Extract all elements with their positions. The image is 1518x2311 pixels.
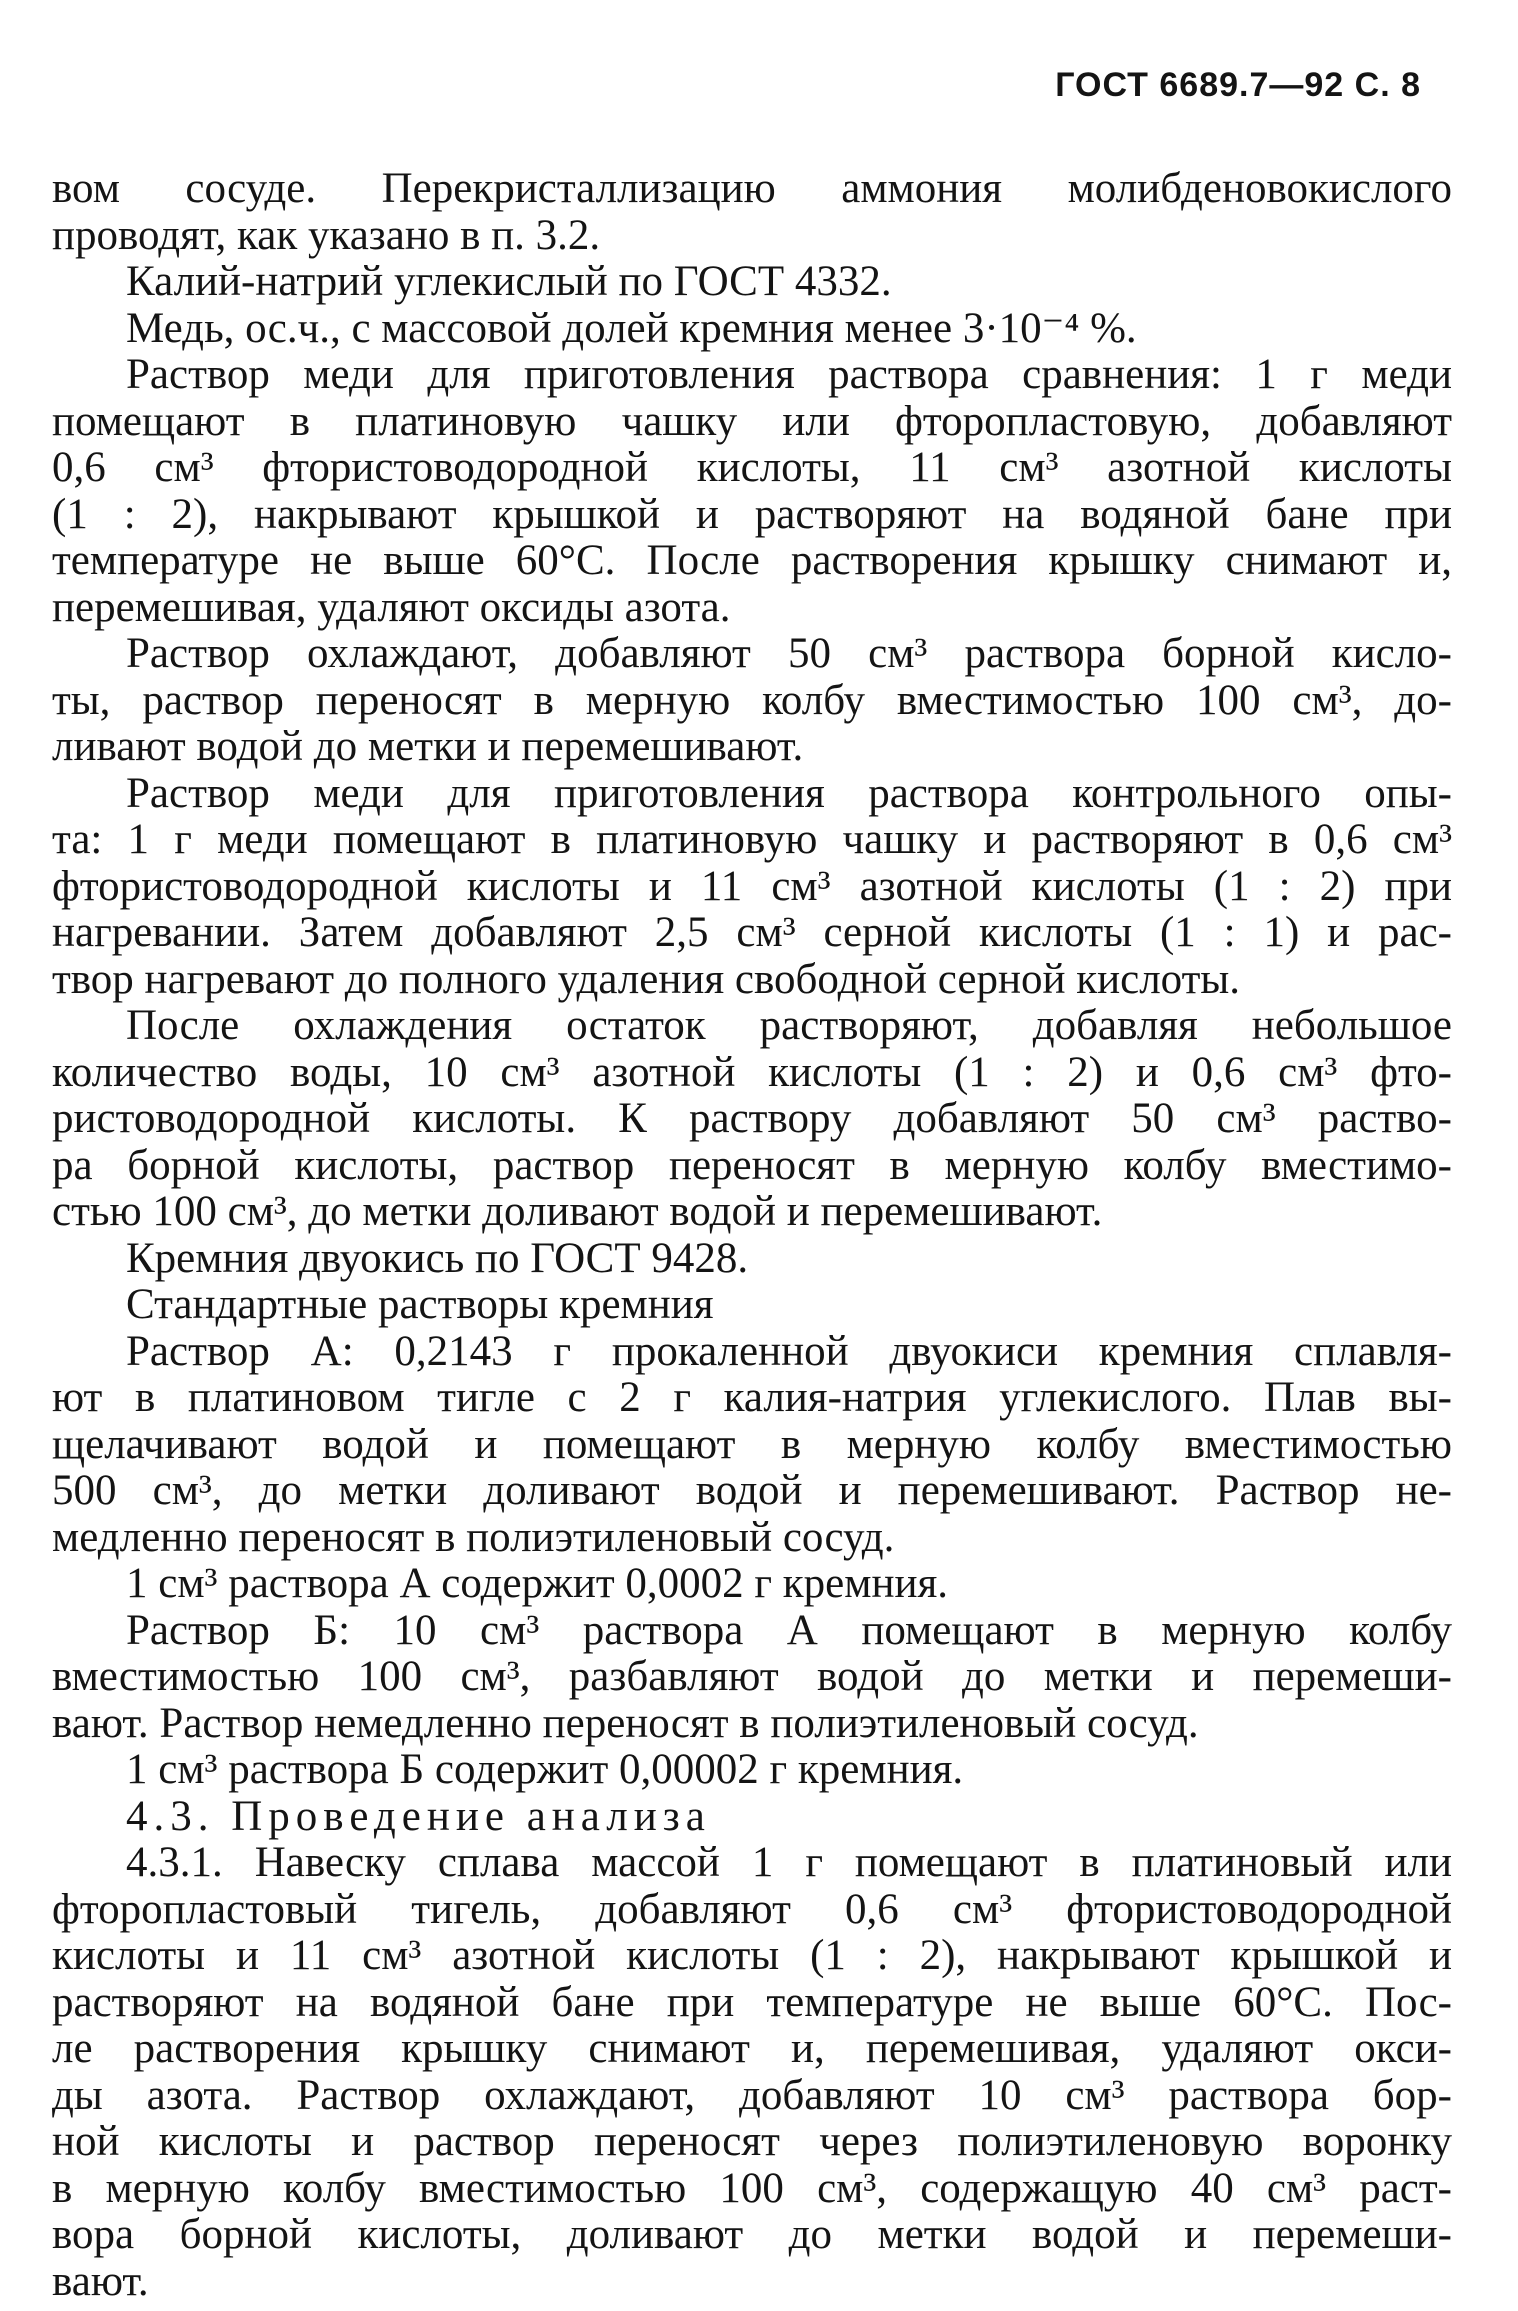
text-line: ты, раствор переносят в мерную колбу вместимостью 100 см³, до-	[52, 676, 1452, 724]
text-line: растворяют на водяной бане при температуре не выше 60°С. Пос-	[52, 1978, 1452, 2026]
text-line: 4.3.1. Навеску сплава массой 1 г помещают в платиновый или	[126, 1839, 1452, 1886]
text-line: фторопластовый тигель, добавляют 0,6 см³ фтористоводородной	[52, 1885, 1452, 1933]
text-line: Медь, ос.ч., с массовой долей кремния менее 3·10⁻⁴ %.	[126, 304, 1137, 352]
text-line: вом сосуде. Перекристаллизацию аммония молибденовокислого	[52, 165, 1452, 212]
text-line: После охлаждения остаток растворяют, добавляя небольшое	[126, 1002, 1452, 1049]
text-line: та: 1 г меди помещают в платиновую чашку и растворяют в 0,6 см³	[52, 816, 1452, 863]
text-line: вместимостью 100 см³, разбавляют водой до метки и перемеши-	[52, 1653, 1452, 1700]
text-line: вора борной кислоты, доливают до метки водой и перемеши-	[52, 2211, 1452, 2258]
text-line: ливают водой до метки и перемешивают.	[52, 723, 804, 770]
text-line: 4.3. Проведение анализа	[126, 1792, 711, 1840]
text-line: ют в платиновом тигле с 2 г калия-натрия углекислого. Плав вы-	[52, 1374, 1452, 1421]
text-line: твор нагревают до полного удаления свободной серной кислоты.	[52, 955, 1241, 1003]
text-line: вают. Раствор немедленно переносят в полиэтиленовый сосуд.	[52, 1699, 1199, 1747]
text-line: 1 см³ раствора А содержит 0,0002 г кремния.	[126, 1560, 948, 1607]
document-body	[52, 166, 1452, 2305]
text-line: стью 100 см³, до метки доливают водой и перемешивают.	[52, 1188, 1103, 1235]
text-line: 500 см³, до метки доливают водой и перемешивают. Раствор не-	[52, 1467, 1452, 1514]
text-line: Кремния двуокись по ГОСТ 9428.	[126, 1234, 749, 1282]
text-line: Раствор Б: 10 см³ раствора А помещают в мерную колбу	[126, 1606, 1452, 1654]
text-line: ра борной кислоты, раствор переносят в мерную колбу вместимо-	[52, 1141, 1452, 1189]
text-line: ды азота. Раствор охлаждают, добавляют 10 см³ раствора бор-	[52, 2071, 1452, 2119]
text-line: щелачивают водой и помещают в мерную колбу вместимостью	[52, 1420, 1452, 1468]
text-line: Калий-натрий углекислый по ГОСТ 4332.	[126, 258, 892, 305]
text-line: ной кислоты и раствор переносят через полиэтиленовую воронку	[52, 2118, 1452, 2165]
page-header: ГОСТ 6689.7—92 С. 8	[1055, 66, 1421, 104]
text-line: Раствор меди для приготовления раствора сравнения: 1 г меди	[126, 351, 1452, 398]
text-line: 0,6 см³ фтористоводородной кислоты, 11 см³ азотной кислоты	[52, 444, 1452, 491]
text-line: (1 : 2), накрывают крышкой и растворяют на водяной бане при	[52, 490, 1452, 538]
text-line: Раствор охлаждают, добавляют 50 см³ раствора борной кисло-	[126, 630, 1452, 677]
text-line: перемешивая, удаляют оксиды азота.	[52, 583, 731, 631]
text-line: фтористоводородной кислоты и 11 см³ азотной кислоты (1 : 2) при	[52, 862, 1452, 910]
text-line: в мерную колбу вместимостью 100 см³, содержащую 40 см³ раст-	[52, 2164, 1452, 2212]
text-line: Раствор А: 0,2143 г прокаленной двуокиси кремния сплавля-	[126, 1327, 1452, 1375]
text-line: кислоты и 11 см³ азотной кислоты (1 : 2), накрывают крышкой и	[52, 1932, 1452, 1979]
text-line: проводят, как указано в п. 3.2.	[52, 211, 601, 259]
text-line: помещают в платиновую чашку или фторопластовую, добавляют	[52, 397, 1452, 445]
text-line: 1 см³ раствора Б содержит 0,00002 г кремния.	[126, 1746, 964, 1793]
text-line: ле растворения крышку снимают и, перемешивая, удаляют окси-	[52, 2025, 1452, 2072]
text-line: ристоводородной кислоты. К раствору добавляют 50 см³ раство-	[52, 1095, 1452, 1142]
text-line: вают.	[52, 2257, 149, 2305]
text-line: нагревании. Затем добавляют 2,5 см³ серной кислоты (1 : 1) и рас-	[52, 909, 1452, 956]
text-line: количество воды, 10 см³ азотной кислоты (1 : 2) и 0,6 см³ фто-	[52, 1048, 1452, 1096]
text-line: Раствор меди для приготовления раствора контрольного опы-	[126, 769, 1452, 817]
text-line: медленно переносят в полиэтиленовый сосуд.	[52, 1513, 895, 1561]
text-line: температуре не выше 60°С. После растворения крышку снимают и,	[52, 537, 1452, 584]
text-line: Стандартные растворы кремния	[126, 1281, 714, 1328]
